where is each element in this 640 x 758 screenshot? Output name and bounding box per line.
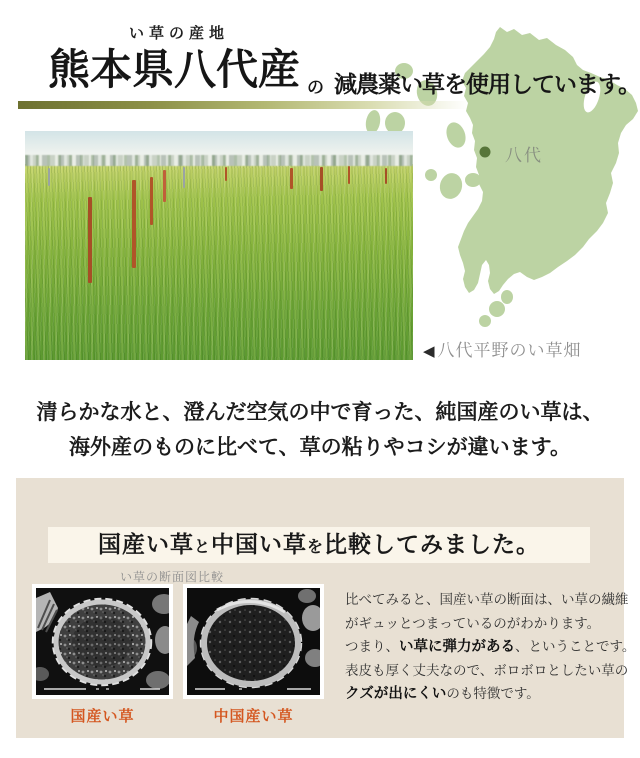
comparison-heading: [48, 527, 590, 563]
field-stake: [48, 168, 50, 186]
lead-line-2: 海外産のものに比べて、草の粘りやコシが違います。: [69, 435, 571, 459]
comparison-section: [16, 478, 636, 738]
field-stake: [132, 180, 136, 268]
heading-seg1: 国産い草: [97, 532, 194, 557]
comparison-description: [345, 588, 637, 706]
island: [437, 171, 465, 202]
map-marker-label: 八代: [505, 146, 543, 165]
yatsushiro-marker-dot: [480, 147, 491, 158]
domestic-igusa-sem-image: [32, 584, 173, 699]
heading-seg2: と: [193, 539, 211, 556]
field-stake: [183, 167, 185, 188]
grass-field: [25, 164, 413, 360]
description-line-1: 比べてみると、国産い草の断面は、い草の繊維: [345, 592, 629, 607]
lead-paragraph: [0, 395, 640, 465]
header-particle: の: [307, 78, 324, 97]
field-stake: [150, 177, 153, 225]
island: [465, 173, 481, 187]
field-stake: [225, 167, 227, 181]
field-stake: [348, 166, 350, 184]
description-line-3: つまり、い草に弾力がある、ということです。: [345, 639, 636, 655]
heading-seg5: 比較してみました。: [324, 532, 541, 557]
island: [479, 315, 491, 327]
heading-seg3: 中国い草: [211, 532, 307, 557]
photo-caption: [423, 336, 582, 361]
chinese-igusa-sem-image: [183, 584, 324, 699]
horizon-buildings: [25, 155, 413, 166]
cross-section-label: い草の断面図比較: [120, 570, 225, 584]
field-stake: [385, 168, 387, 184]
description-line-5: クズが出にくいのも特徴です。: [345, 686, 540, 702]
caption-arrow-icon: ◀: [423, 343, 436, 360]
island: [489, 301, 505, 317]
field-stake: [290, 168, 293, 189]
description-line-4: 表皮も厚く丈夫なので、ボロボロとしたい草の: [345, 662, 629, 678]
field-stake: [163, 170, 166, 202]
description-line-2: がギュッとつまっているのがわかります。: [345, 615, 601, 631]
chinese-igusa-label: 中国産い草: [213, 708, 294, 725]
field-stake: [320, 167, 323, 191]
photo-caption-text: 八代平野のい草畑: [437, 341, 582, 360]
lead-line-1: 清らかな水と、澄んだ空気の中で育った、純国産のい草は、: [36, 400, 604, 424]
island: [501, 290, 513, 304]
island: [425, 169, 437, 181]
sky: [25, 131, 413, 157]
island: [443, 120, 469, 151]
field-stake: [88, 197, 92, 283]
page-title: 熊本県八代産: [48, 48, 301, 94]
domestic-igusa-label: 国産い草: [70, 708, 135, 725]
header-gradient-bar: [18, 101, 468, 109]
igusa-field-photo: [25, 131, 413, 360]
header-tagline: 減農薬い草を使用しています。: [334, 72, 640, 97]
header-subtitle: い草の産地: [129, 26, 230, 42]
heading-seg4: を: [307, 539, 325, 556]
